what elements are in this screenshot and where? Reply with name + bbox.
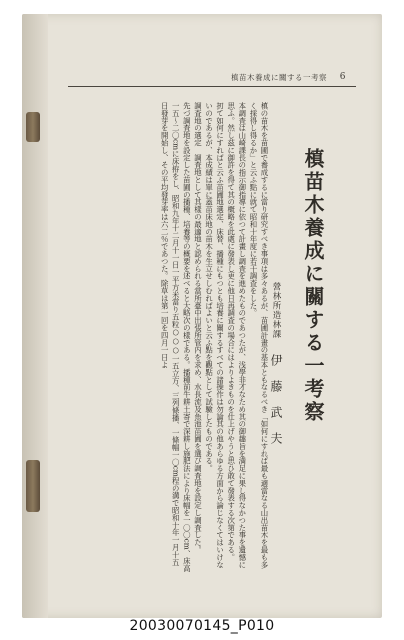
body-text — [70, 102, 270, 572]
paragraph: 先づ調査地を設定した苗圃の播種、培養等の概要を述べると大略次の樣である。播種前牛耕土寄で深耕し施肥法により床幅を一〇〇cm、床高一五～二〇cmに床拵をし、昭和九年十二月十一日一平方米當り五粒○○○一五立方、三列條播、一條幅一〇cm程の溝で昭和十年一月十五日發芽を開始し、その平均發芽率は六二％であつた。除草は第一回を四月一日よ — [160, 102, 192, 572]
article-title: 槙苗木養成に關する一考察 — [301, 148, 325, 424]
paragraph: 本調査は山崎課長の指示御指導に依つて計畫し調査を進めたものであつたが、浅學非才なため其の御趣旨を満足に果し得なかつた事を遺憾に思ふ。然し茲に御許を得て其の概略を此處に發表し更に他日再調査の場合にはよりよきものを仕上げやうと思ひ敢て發表する次第である。 — [226, 102, 247, 569]
running-header: 槙苗木養成に關する一考察 — [231, 73, 327, 82]
image-label: 20030070145_P010 — [129, 618, 275, 634]
author-name: 伊藤武夫 — [269, 354, 283, 458]
page-number: 6 — [339, 72, 346, 82]
author-department: 營林所造林課 — [271, 282, 281, 339]
binding-clip-top — [26, 112, 40, 142]
document-page — [22, 14, 382, 618]
header-rule — [68, 86, 356, 87]
binding-clip-bottom — [26, 460, 40, 512]
paragraph: 扨て如何にすればと云ふ苗圃地選定、床替、播種にもつとも培養に關するすべての諸操作は勿論其の他あらゆる方面から論じなくてはいけないのであるが、本成績は單に蓋苗床地の苗木を生立せしむればよいと云ふ點を觀點として試驗したものである。 — [204, 102, 225, 569]
paragraph: 調査地の選定 調査地として其樣の最適地と認められる當所臺中出張所管内を求め、水長流及魚池苗圃を選び調査地を設定し調査した。 — [193, 102, 203, 554]
paragraph: 槙の苗木を苗圃で養成するに當り研究すべき事項は多々あるが、苗圃計畫の基本ともなるべき「如何にすれば最も適當なる山出苗木を最も多く採得し得るか」と云ふ點に就て昭和十年度に若干調査をした。 — [248, 102, 269, 569]
